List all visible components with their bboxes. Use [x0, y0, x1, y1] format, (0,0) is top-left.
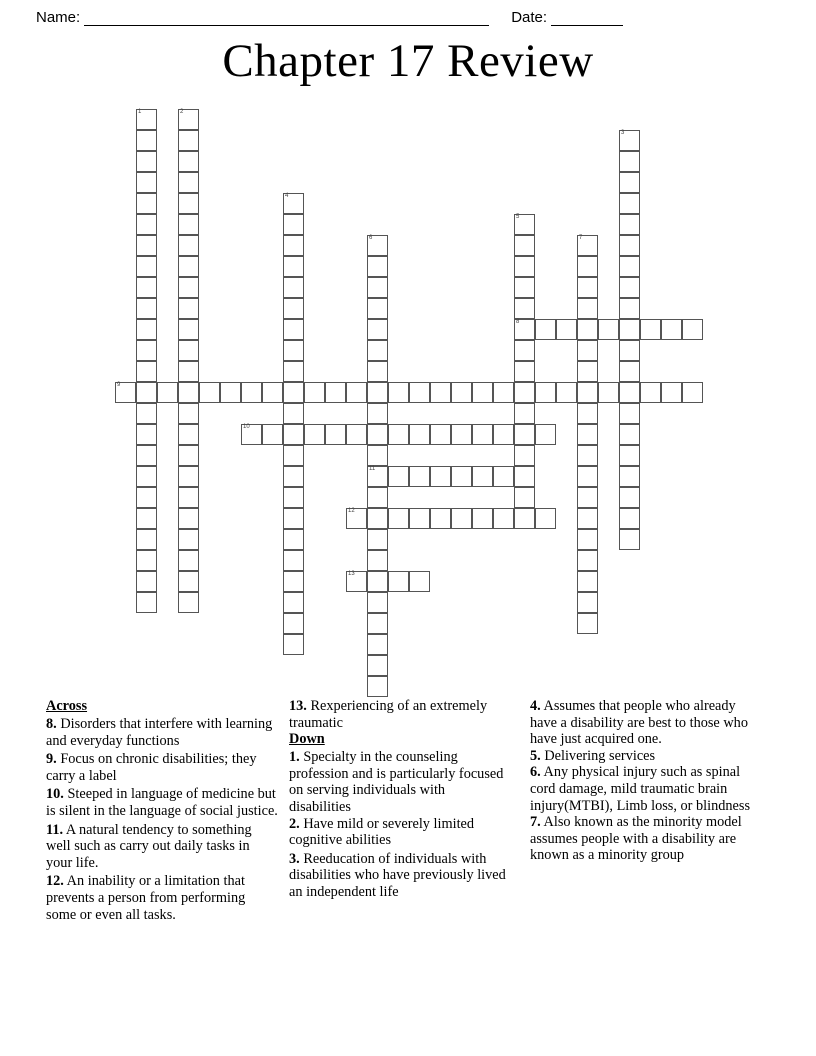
crossword-cell-number: 12	[348, 508, 355, 514]
clue-across-10	[46, 786, 279, 819]
crossword-cell[interactable]	[367, 361, 388, 382]
crossword-cell[interactable]	[577, 298, 598, 319]
crossword-cell[interactable]	[136, 571, 157, 592]
crossword-cell[interactable]	[115, 382, 136, 403]
clue-down-7	[530, 814, 765, 864]
crossword-cell[interactable]	[136, 298, 157, 319]
clue-down-1	[289, 749, 508, 815]
crossword-cell[interactable]	[577, 319, 598, 340]
crossword-cell[interactable]	[136, 529, 157, 550]
clue-number: 1.	[289, 749, 300, 766]
crossword-cell[interactable]	[514, 214, 535, 235]
crossword-cell[interactable]	[178, 361, 199, 382]
crossword-cell[interactable]	[367, 319, 388, 340]
crossword-cell[interactable]	[136, 151, 157, 172]
crossword-cell[interactable]	[136, 235, 157, 256]
clue-text: Any physical injury such as spinal cord damage, mild traumatic brain injury(MTBI), Limb loss, or blindness	[530, 764, 751, 814]
crossword-cell[interactable]	[493, 424, 514, 445]
clue-down-5	[530, 748, 765, 765]
clue-down-2	[289, 816, 508, 849]
crossword-cell[interactable]	[178, 550, 199, 571]
crossword-cell[interactable]	[619, 277, 640, 298]
crossword-cell[interactable]	[514, 235, 535, 256]
crossword-cell[interactable]	[367, 298, 388, 319]
crossword-cell[interactable]	[283, 340, 304, 361]
crossword-cell[interactable]	[283, 550, 304, 571]
crossword-cell[interactable]	[346, 424, 367, 445]
crossword-cell[interactable]	[682, 382, 703, 403]
crossword-cell[interactable]	[283, 277, 304, 298]
crossword-cell[interactable]	[451, 466, 472, 487]
crossword-cell[interactable]	[178, 382, 199, 403]
crossword-cell[interactable]	[136, 445, 157, 466]
crossword-cell[interactable]	[178, 151, 199, 172]
crossword-cell[interactable]	[514, 256, 535, 277]
clue-text: Have mild or severely limited cognitive abilities	[289, 815, 475, 849]
crossword-cell[interactable]	[136, 130, 157, 151]
crossword-cell[interactable]	[619, 361, 640, 382]
crossword-cell[interactable]	[577, 550, 598, 571]
across-heading: Across	[46, 698, 88, 714]
crossword-cell[interactable]	[619, 319, 640, 340]
clue-text: An inability or a limitation that prevents a person from performing some or even all tasks.	[46, 873, 246, 923]
crossword-cell[interactable]	[514, 340, 535, 361]
clue-across-9	[46, 751, 279, 784]
clue-text: Also known as the minority model assumes people with a disability are known as a minority group	[530, 814, 742, 864]
crossword-cell[interactable]	[283, 424, 304, 445]
crossword-cell[interactable]	[367, 403, 388, 424]
crossword-cell[interactable]	[577, 487, 598, 508]
crossword-cell[interactable]	[661, 319, 682, 340]
crossword-cell[interactable]	[241, 382, 262, 403]
crossword-cell[interactable]	[367, 634, 388, 655]
crossword-cell[interactable]	[367, 529, 388, 550]
crossword-cell[interactable]	[619, 172, 640, 193]
crossword-cell[interactable]	[619, 445, 640, 466]
crossword-cell[interactable]	[430, 508, 451, 529]
crossword-cell[interactable]	[577, 592, 598, 613]
crossword-cell[interactable]	[493, 466, 514, 487]
crossword-cell[interactable]	[178, 130, 199, 151]
clue-text: A natural tendency to something well such as carry out daily tasks in your life.	[46, 821, 252, 871]
crossword-cell[interactable]	[178, 571, 199, 592]
crossword-cell[interactable]	[409, 571, 430, 592]
crossword-cell-number: 3	[621, 130, 625, 136]
clue-across-13	[289, 698, 508, 731]
crossword-cell[interactable]	[577, 508, 598, 529]
crossword-cell-number: 2	[180, 109, 184, 115]
crossword-cell[interactable]	[577, 571, 598, 592]
crossword-cell[interactable]	[304, 382, 325, 403]
crossword-cell[interactable]	[619, 151, 640, 172]
crossword-cell[interactable]	[472, 466, 493, 487]
crossword-cell[interactable]	[367, 487, 388, 508]
crossword-cell[interactable]	[178, 193, 199, 214]
crossword-cell[interactable]	[619, 508, 640, 529]
crossword-cell[interactable]	[220, 382, 241, 403]
crossword-cell[interactable]	[640, 382, 661, 403]
crossword-cell[interactable]	[577, 382, 598, 403]
clue-text: Steeped in language of medicine but is silent in the language of social justice.	[46, 786, 278, 819]
crossword-cell[interactable]	[619, 487, 640, 508]
crossword-cell-number: 10	[243, 424, 250, 430]
crossword-cell[interactable]	[577, 529, 598, 550]
crossword-cell[interactable]	[367, 340, 388, 361]
clue-across-11	[46, 822, 279, 872]
crossword-cell[interactable]	[409, 508, 430, 529]
crossword-cell[interactable]	[283, 613, 304, 634]
crossword-cell[interactable]	[178, 319, 199, 340]
clue-columns	[0, 698, 816, 978]
crossword-cell[interactable]	[577, 466, 598, 487]
crossword-cell[interactable]	[619, 529, 640, 550]
crossword-cell[interactable]	[430, 382, 451, 403]
clue-number: 3.	[289, 850, 300, 867]
crossword-cell[interactable]	[514, 508, 535, 529]
crossword-cell[interactable]	[535, 508, 556, 529]
crossword-cell[interactable]	[577, 340, 598, 361]
clue-column-3	[530, 698, 765, 864]
crossword-cell-number: 8	[516, 319, 520, 325]
crossword-cell[interactable]	[346, 382, 367, 403]
crossword-cell-number: 5	[516, 214, 520, 220]
crossword-cell[interactable]	[367, 424, 388, 445]
crossword-cell[interactable]	[409, 466, 430, 487]
crossword-cell[interactable]	[178, 277, 199, 298]
crossword-cell[interactable]	[388, 508, 409, 529]
crossword-cell[interactable]	[136, 424, 157, 445]
crossword-cell[interactable]	[619, 256, 640, 277]
crossword-cell[interactable]	[178, 424, 199, 445]
crossword-cell[interactable]	[367, 550, 388, 571]
crossword-cell[interactable]	[556, 319, 577, 340]
clue-number: 4.	[530, 698, 541, 714]
crossword-cell[interactable]	[283, 445, 304, 466]
crossword-cell[interactable]	[388, 466, 409, 487]
clue-number: 10.	[46, 786, 64, 803]
crossword-cell[interactable]	[535, 424, 556, 445]
crossword-cell[interactable]	[283, 235, 304, 256]
crossword-cell[interactable]	[388, 424, 409, 445]
clue-number: 8.	[46, 716, 57, 732]
crossword-cell[interactable]	[136, 592, 157, 613]
crossword-cell[interactable]	[136, 382, 157, 403]
clue-number: 2.	[289, 815, 300, 832]
crossword-cell[interactable]	[619, 382, 640, 403]
crossword-cell[interactable]	[136, 361, 157, 382]
crossword-cell[interactable]	[325, 424, 346, 445]
name-label: Name:	[36, 9, 81, 26]
crossword-cell[interactable]	[136, 340, 157, 361]
clue-text: Delivering services	[544, 747, 656, 764]
crossword-cell-number: 13	[348, 571, 355, 577]
crossword-cell[interactable]	[514, 298, 535, 319]
crossword-cell[interactable]	[451, 508, 472, 529]
crossword-cell[interactable]	[178, 340, 199, 361]
crossword-cell[interactable]	[136, 193, 157, 214]
crossword-cell[interactable]	[514, 466, 535, 487]
crossword-cell[interactable]	[514, 445, 535, 466]
crossword-cell[interactable]	[136, 487, 157, 508]
crossword-cell[interactable]	[661, 382, 682, 403]
clue-number: 6.	[530, 764, 541, 781]
crossword-cell[interactable]	[493, 508, 514, 529]
crossword-cell[interactable]	[619, 130, 640, 151]
crossword-cell[interactable]	[178, 466, 199, 487]
crossword-cell[interactable]	[577, 403, 598, 424]
crossword-cell[interactable]	[136, 550, 157, 571]
crossword-cell[interactable]	[619, 193, 640, 214]
crossword-cell[interactable]	[178, 172, 199, 193]
crossword-cell[interactable]	[619, 424, 640, 445]
crossword-cell[interactable]	[556, 382, 577, 403]
crossword-cell[interactable]	[367, 382, 388, 403]
crossword-cell[interactable]	[178, 529, 199, 550]
crossword-cell[interactable]	[535, 382, 556, 403]
crossword-cell[interactable]	[199, 382, 220, 403]
crossword-cell[interactable]	[178, 445, 199, 466]
clue-down-3	[289, 851, 508, 901]
crossword-cell[interactable]	[577, 424, 598, 445]
crossword-cell[interactable]	[283, 466, 304, 487]
crossword-cell[interactable]	[283, 319, 304, 340]
crossword-cell[interactable]	[577, 235, 598, 256]
crossword-cell[interactable]	[577, 361, 598, 382]
crossword-cell[interactable]	[178, 487, 199, 508]
crossword-cell[interactable]	[514, 319, 535, 340]
clue-text: Focus on chronic disabilities; they carry a label	[46, 751, 257, 784]
crossword-cell[interactable]	[367, 508, 388, 529]
crossword-cell[interactable]	[241, 424, 262, 445]
crossword-cell[interactable]	[136, 466, 157, 487]
crossword-cell[interactable]	[514, 277, 535, 298]
clue-text: Rexperiencing of an extremely traumatic	[289, 698, 488, 731]
crossword-cell[interactable]	[136, 508, 157, 529]
crossword-cell[interactable]	[283, 214, 304, 235]
crossword-cell[interactable]	[346, 571, 367, 592]
crossword-cell[interactable]	[283, 256, 304, 277]
crossword-cell[interactable]	[178, 256, 199, 277]
crossword-cell[interactable]	[451, 424, 472, 445]
crossword-cell[interactable]	[514, 361, 535, 382]
clue-text: Specialty in the counseling profession and is particularly focused on serving individuals with disabilities	[289, 749, 504, 815]
crossword-cell[interactable]	[136, 172, 157, 193]
crossword-cell[interactable]	[367, 571, 388, 592]
crossword-cell[interactable]	[136, 403, 157, 424]
crossword-cell[interactable]	[619, 214, 640, 235]
crossword-cell[interactable]	[283, 382, 304, 403]
crossword-cell[interactable]	[514, 382, 535, 403]
crossword-cell[interactable]	[472, 382, 493, 403]
crossword-cell[interactable]	[598, 382, 619, 403]
crossword-cell[interactable]	[346, 508, 367, 529]
crossword-cell-number: 11	[369, 466, 376, 472]
crossword-cell[interactable]	[577, 445, 598, 466]
crossword-cell[interactable]	[283, 634, 304, 655]
crossword-cell[interactable]	[283, 508, 304, 529]
crossword-cell[interactable]	[136, 277, 157, 298]
crossword-cell[interactable]	[640, 319, 661, 340]
crossword-cell[interactable]	[619, 466, 640, 487]
crossword-cell[interactable]	[367, 613, 388, 634]
crossword-cell[interactable]	[136, 109, 157, 130]
crossword-cell[interactable]	[430, 466, 451, 487]
crossword-cell[interactable]	[283, 403, 304, 424]
crossword-cell[interactable]	[619, 403, 640, 424]
date-label: Date:	[511, 9, 548, 26]
crossword-cell[interactable]	[514, 403, 535, 424]
crossword-cell[interactable]	[577, 256, 598, 277]
crossword-cell[interactable]	[409, 424, 430, 445]
clue-text: Reeducation of individuals with disabilities who have previously lived an independent life	[289, 850, 506, 900]
crossword-cell[interactable]	[178, 592, 199, 613]
crossword-cell[interactable]	[367, 445, 388, 466]
crossword-cell[interactable]	[367, 592, 388, 613]
crossword-cell[interactable]	[178, 109, 199, 130]
crossword-cell[interactable]	[283, 571, 304, 592]
crossword-cell[interactable]	[367, 466, 388, 487]
crossword-cell[interactable]	[136, 319, 157, 340]
crossword-cell[interactable]	[682, 319, 703, 340]
crossword-cell[interactable]	[283, 298, 304, 319]
clue-text: Disorders that interfere with learning and everyday functions	[46, 716, 273, 749]
crossword-cell[interactable]	[178, 235, 199, 256]
crossword-cell[interactable]	[388, 382, 409, 403]
crossword-cell[interactable]	[178, 214, 199, 235]
clue-across-8	[46, 716, 279, 749]
crossword-cell[interactable]	[493, 382, 514, 403]
crossword-cell[interactable]	[283, 487, 304, 508]
crossword-cell[interactable]	[136, 256, 157, 277]
crossword-cell[interactable]	[619, 298, 640, 319]
page-title: Chapter 17 Review	[222, 35, 594, 87]
crossword-cell[interactable]	[178, 298, 199, 319]
crossword-cell[interactable]	[472, 508, 493, 529]
crossword-cell[interactable]	[367, 655, 388, 676]
crossword-cell[interactable]	[325, 382, 346, 403]
clue-number: 7.	[530, 814, 541, 831]
crossword-cell[interactable]	[367, 235, 388, 256]
clue-column-2	[289, 698, 508, 903]
crossword-cell[interactable]	[619, 340, 640, 361]
clue-number: 13.	[289, 698, 307, 714]
clue-down-6	[530, 764, 765, 814]
down-heading: Down	[289, 731, 325, 748]
clue-column-1	[46, 698, 279, 925]
crossword-cell[interactable]	[367, 676, 388, 697]
crossword-cell[interactable]	[514, 424, 535, 445]
crossword-cell-number: 7	[579, 235, 583, 241]
crossword-cell-number: 1	[138, 109, 142, 115]
crossword-cell[interactable]	[262, 424, 283, 445]
crossword-cell[interactable]	[283, 592, 304, 613]
crossword-cell[interactable]	[283, 193, 304, 214]
crossword-cell[interactable]	[262, 382, 283, 403]
crossword-cell[interactable]	[535, 319, 556, 340]
clue-down-4	[530, 698, 765, 748]
crossword-cell[interactable]	[451, 382, 472, 403]
crossword-cell[interactable]	[367, 256, 388, 277]
crossword-cell[interactable]	[136, 214, 157, 235]
crossword-cell[interactable]	[409, 382, 430, 403]
clue-number: 11.	[46, 821, 64, 838]
crossword-cell[interactable]	[283, 529, 304, 550]
crossword-cell[interactable]	[367, 277, 388, 298]
crossword-cell[interactable]	[430, 424, 451, 445]
crossword-cell[interactable]	[304, 424, 325, 445]
crossword-cell[interactable]	[514, 487, 535, 508]
crossword-cell[interactable]	[598, 319, 619, 340]
crossword-cell[interactable]	[388, 571, 409, 592]
crossword-cell[interactable]	[178, 508, 199, 529]
crossword-cell[interactable]	[472, 424, 493, 445]
clue-number: 12.	[46, 873, 64, 890]
crossword-cell[interactable]	[283, 361, 304, 382]
crossword-cell[interactable]	[157, 382, 178, 403]
clue-number: 5.	[530, 747, 541, 764]
crossword-cell[interactable]	[178, 403, 199, 424]
clue-across-12	[46, 873, 279, 923]
crossword-cell[interactable]	[577, 613, 598, 634]
crossword-cell-number: 9	[117, 382, 121, 388]
clue-number: 9.	[46, 751, 57, 768]
clue-text: Assumes that people who already have a disability are best to those who have just acquired one.	[530, 698, 748, 748]
crossword-cell-number: 4	[285, 193, 289, 199]
crossword-cell-number: 6	[369, 235, 373, 241]
crossword-cell[interactable]	[619, 235, 640, 256]
crossword-cell[interactable]	[577, 277, 598, 298]
